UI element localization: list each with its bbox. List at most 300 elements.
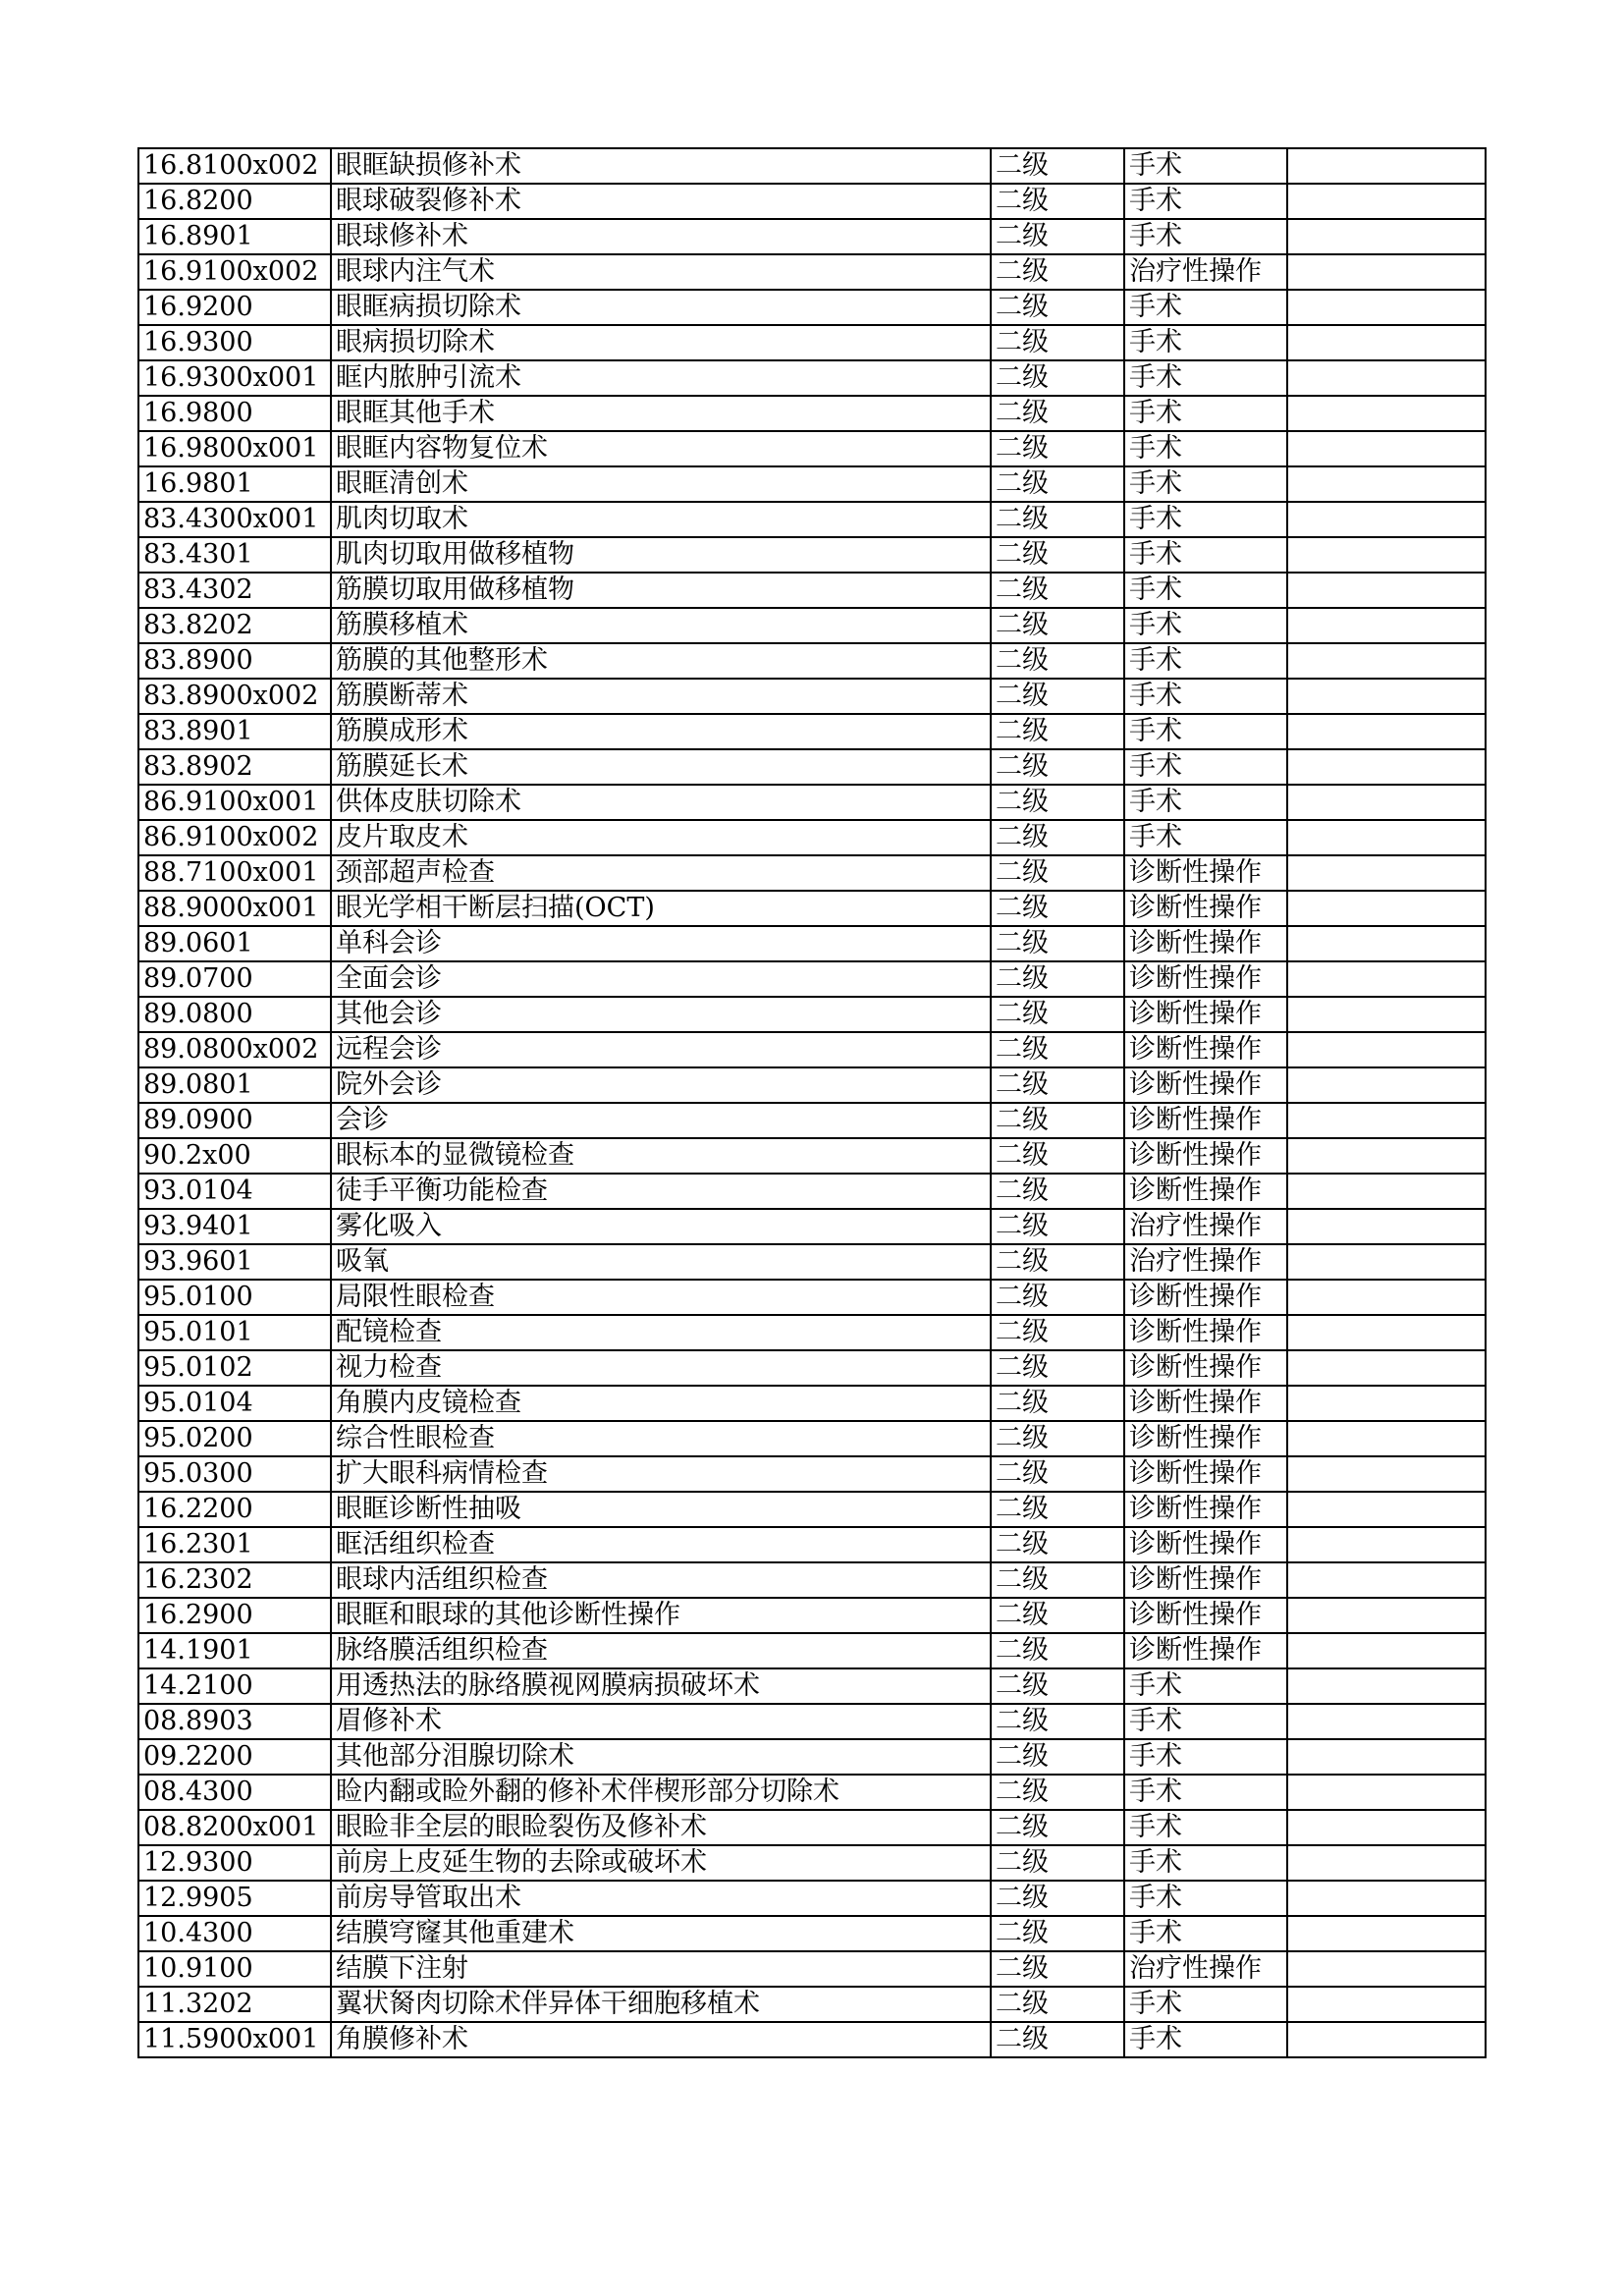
note-cell bbox=[1287, 1668, 1486, 1704]
table-row bbox=[138, 537, 1486, 573]
procedure-code-cell: 83.8902 bbox=[138, 749, 331, 785]
procedure-type-cell: 诊断性操作 bbox=[1124, 1421, 1287, 1456]
procedure-code-cell: 08.8903 bbox=[138, 1704, 331, 1739]
note-cell bbox=[1287, 396, 1486, 431]
procedure-name-cell: 眼眶内容物复位术 bbox=[331, 431, 991, 466]
note-cell bbox=[1287, 1633, 1486, 1668]
procedure-name-cell: 颈部超声检查 bbox=[331, 855, 991, 891]
procedure-name-cell: 供体皮肤切除术 bbox=[331, 785, 991, 820]
procedure-name-cell: 眶活组织检查 bbox=[331, 1527, 991, 1562]
note-cell bbox=[1287, 254, 1486, 290]
procedure-type-cell: 诊断性操作 bbox=[1124, 926, 1287, 961]
procedure-type-cell: 诊断性操作 bbox=[1124, 1527, 1287, 1562]
table-row bbox=[138, 1633, 1486, 1668]
table-row bbox=[138, 290, 1486, 325]
procedure-name-cell: 角膜修补术 bbox=[331, 2022, 991, 2057]
note-cell bbox=[1287, 1456, 1486, 1492]
table-row bbox=[138, 1668, 1486, 1704]
procedure-grade-cell: 二级 bbox=[991, 1103, 1124, 1138]
procedure-name-cell: 眼球内活组织检查 bbox=[331, 1562, 991, 1598]
table-row bbox=[138, 891, 1486, 926]
table-row bbox=[138, 1350, 1486, 1386]
procedure-type-cell: 治疗性操作 bbox=[1124, 1209, 1287, 1244]
procedure-type-cell: 诊断性操作 bbox=[1124, 1067, 1287, 1103]
procedure-type-cell: 手术 bbox=[1124, 1775, 1287, 1810]
note-cell bbox=[1287, 148, 1486, 184]
note-cell bbox=[1287, 360, 1486, 396]
procedure-grade-cell: 二级 bbox=[991, 1421, 1124, 1456]
procedure-name-cell: 眼眶缺损修补术 bbox=[331, 148, 991, 184]
procedure-code-cell: 16.9801 bbox=[138, 466, 331, 502]
table-row bbox=[138, 184, 1486, 219]
procedure-type-cell: 手术 bbox=[1124, 1916, 1287, 1951]
table-row bbox=[138, 2022, 1486, 2057]
procedure-name-cell: 眼光学相干断层扫描(OCT) bbox=[331, 891, 991, 926]
procedure-code-cell: 95.0104 bbox=[138, 1386, 331, 1421]
procedure-code-cell: 08.4300 bbox=[138, 1775, 331, 1810]
table-row bbox=[138, 573, 1486, 608]
procedure-type-cell: 手术 bbox=[1124, 360, 1287, 396]
note-cell bbox=[1287, 1704, 1486, 1739]
procedure-type-cell: 治疗性操作 bbox=[1124, 254, 1287, 290]
procedure-grade-cell: 二级 bbox=[991, 891, 1124, 926]
procedure-grade-cell: 二级 bbox=[991, 1138, 1124, 1174]
table-row bbox=[138, 1456, 1486, 1492]
table-row bbox=[138, 679, 1486, 714]
table-row bbox=[138, 1598, 1486, 1633]
table-row bbox=[138, 1951, 1486, 1987]
table-row bbox=[138, 1775, 1486, 1810]
procedure-type-cell: 诊断性操作 bbox=[1124, 855, 1287, 891]
procedure-grade-cell: 二级 bbox=[991, 1386, 1124, 1421]
table-row bbox=[138, 1704, 1486, 1739]
procedure-grade-cell: 二级 bbox=[991, 1456, 1124, 1492]
table-row bbox=[138, 1032, 1486, 1067]
table-row bbox=[138, 1845, 1486, 1881]
procedure-type-cell: 诊断性操作 bbox=[1124, 1633, 1287, 1668]
procedure-grade-cell: 二级 bbox=[991, 643, 1124, 679]
procedure-grade-cell: 二级 bbox=[991, 1209, 1124, 1244]
procedure-code-cell: 08.8200x001 bbox=[138, 1810, 331, 1845]
procedure-grade-cell: 二级 bbox=[991, 855, 1124, 891]
procedure-type-cell: 手术 bbox=[1124, 431, 1287, 466]
procedure-name-cell: 雾化吸入 bbox=[331, 1209, 991, 1244]
procedure-code-cell: 95.0200 bbox=[138, 1421, 331, 1456]
table-row bbox=[138, 325, 1486, 360]
table-row bbox=[138, 254, 1486, 290]
note-cell bbox=[1287, 1315, 1486, 1350]
procedure-code-cell: 16.9200 bbox=[138, 290, 331, 325]
note-cell bbox=[1287, 325, 1486, 360]
procedure-type-cell: 手术 bbox=[1124, 325, 1287, 360]
table-row bbox=[138, 431, 1486, 466]
procedure-type-cell: 手术 bbox=[1124, 1845, 1287, 1881]
table-row bbox=[138, 1421, 1486, 1456]
procedure-type-cell: 手术 bbox=[1124, 290, 1287, 325]
procedure-code-cell: 11.3202 bbox=[138, 1987, 331, 2022]
procedure-name-cell: 眼病损切除术 bbox=[331, 325, 991, 360]
procedure-code-cell: 16.8901 bbox=[138, 219, 331, 254]
procedure-name-cell: 其他部分泪腺切除术 bbox=[331, 1739, 991, 1775]
procedure-grade-cell: 二级 bbox=[991, 148, 1124, 184]
procedure-grade-cell: 二级 bbox=[991, 961, 1124, 997]
procedure-type-cell: 手术 bbox=[1124, 148, 1287, 184]
table-row bbox=[138, 1527, 1486, 1562]
procedure-code-cell: 16.9300 bbox=[138, 325, 331, 360]
procedure-grade-cell: 二级 bbox=[991, 290, 1124, 325]
table-row bbox=[138, 1315, 1486, 1350]
table-row bbox=[138, 396, 1486, 431]
note-cell bbox=[1287, 1386, 1486, 1421]
procedure-grade-cell: 二级 bbox=[991, 360, 1124, 396]
table-row bbox=[138, 360, 1486, 396]
procedure-grade-cell: 二级 bbox=[991, 1598, 1124, 1633]
procedure-name-cell: 综合性眼检查 bbox=[331, 1421, 991, 1456]
procedure-type-cell: 手术 bbox=[1124, 502, 1287, 537]
procedure-grade-cell: 二级 bbox=[991, 466, 1124, 502]
procedure-code-cell: 10.4300 bbox=[138, 1916, 331, 1951]
note-cell bbox=[1287, 1951, 1486, 1987]
procedure-type-cell: 手术 bbox=[1124, 1739, 1287, 1775]
procedure-type-cell: 手术 bbox=[1124, 679, 1287, 714]
procedure-grade-cell: 二级 bbox=[991, 1845, 1124, 1881]
procedure-name-cell: 翼状胬肉切除术伴异体干细胞移植术 bbox=[331, 1987, 991, 2022]
procedure-type-cell: 手术 bbox=[1124, 396, 1287, 431]
note-cell bbox=[1287, 290, 1486, 325]
procedure-name-cell: 其他会诊 bbox=[331, 997, 991, 1032]
procedure-name-cell: 睑内翻或睑外翻的修补术伴楔形部分切除术 bbox=[331, 1775, 991, 1810]
procedure-grade-cell: 二级 bbox=[991, 1810, 1124, 1845]
note-cell bbox=[1287, 1775, 1486, 1810]
note-cell bbox=[1287, 502, 1486, 537]
note-cell bbox=[1287, 1209, 1486, 1244]
procedure-name-cell: 吸氧 bbox=[331, 1244, 991, 1280]
procedure-type-cell: 诊断性操作 bbox=[1124, 1280, 1287, 1315]
procedure-type-cell: 手术 bbox=[1124, 1668, 1287, 1704]
note-cell bbox=[1287, 466, 1486, 502]
table-row bbox=[138, 1386, 1486, 1421]
procedure-code-cell: 95.0300 bbox=[138, 1456, 331, 1492]
procedure-code-cell: 83.4302 bbox=[138, 573, 331, 608]
note-cell bbox=[1287, 785, 1486, 820]
procedure-code-cell: 16.8100x002 bbox=[138, 148, 331, 184]
procedure-code-cell: 89.0800 bbox=[138, 997, 331, 1032]
procedure-grade-cell: 二级 bbox=[991, 573, 1124, 608]
procedure-name-cell: 筋膜断蒂术 bbox=[331, 679, 991, 714]
procedure-name-cell: 结膜下注射 bbox=[331, 1951, 991, 1987]
procedure-grade-cell: 二级 bbox=[991, 1527, 1124, 1562]
procedure-type-cell: 诊断性操作 bbox=[1124, 1562, 1287, 1598]
procedure-code-cell: 11.5900x001 bbox=[138, 2022, 331, 2057]
procedure-name-cell: 皮片取皮术 bbox=[331, 820, 991, 855]
procedure-grade-cell: 二级 bbox=[991, 219, 1124, 254]
table-row bbox=[138, 1810, 1486, 1845]
procedure-name-cell: 眼眶和眼球的其他诊断性操作 bbox=[331, 1598, 991, 1633]
procedure-grade-cell: 二级 bbox=[991, 714, 1124, 749]
procedure-type-cell: 诊断性操作 bbox=[1124, 961, 1287, 997]
table-row bbox=[138, 1492, 1486, 1527]
procedure-code-cell: 16.9800x001 bbox=[138, 431, 331, 466]
procedure-grade-cell: 二级 bbox=[991, 325, 1124, 360]
procedure-code-cell: 86.9100x001 bbox=[138, 785, 331, 820]
note-cell bbox=[1287, 573, 1486, 608]
procedure-grade-cell: 二级 bbox=[991, 537, 1124, 573]
procedure-code-cell: 89.0801 bbox=[138, 1067, 331, 1103]
table-row bbox=[138, 1244, 1486, 1280]
note-cell bbox=[1287, 1527, 1486, 1562]
procedure-table bbox=[137, 147, 1487, 2058]
procedure-grade-cell: 二级 bbox=[991, 1916, 1124, 1951]
procedure-grade-cell: 二级 bbox=[991, 1562, 1124, 1598]
procedure-code-cell: 83.8901 bbox=[138, 714, 331, 749]
procedure-code-cell: 83.4300x001 bbox=[138, 502, 331, 537]
procedure-name-cell: 院外会诊 bbox=[331, 1067, 991, 1103]
procedure-type-cell: 诊断性操作 bbox=[1124, 1103, 1287, 1138]
table-row bbox=[138, 1174, 1486, 1209]
note-cell bbox=[1287, 608, 1486, 643]
procedure-type-cell: 诊断性操作 bbox=[1124, 1492, 1287, 1527]
procedure-code-cell: 86.9100x002 bbox=[138, 820, 331, 855]
procedure-code-cell: 16.8200 bbox=[138, 184, 331, 219]
procedure-name-cell: 局限性眼检查 bbox=[331, 1280, 991, 1315]
note-cell bbox=[1287, 1810, 1486, 1845]
procedure-type-cell: 手术 bbox=[1124, 2022, 1287, 2057]
note-cell bbox=[1287, 1138, 1486, 1174]
procedure-name-cell: 前房上皮延生物的去除或破坏术 bbox=[331, 1845, 991, 1881]
procedure-type-cell: 诊断性操作 bbox=[1124, 1315, 1287, 1350]
procedure-type-cell: 手术 bbox=[1124, 820, 1287, 855]
table-row bbox=[138, 1562, 1486, 1598]
table-row bbox=[138, 219, 1486, 254]
note-cell bbox=[1287, 1421, 1486, 1456]
procedure-grade-cell: 二级 bbox=[991, 679, 1124, 714]
table-row bbox=[138, 466, 1486, 502]
note-cell bbox=[1287, 1598, 1486, 1633]
procedure-type-cell: 手术 bbox=[1124, 1987, 1287, 2022]
procedure-code-cell: 10.9100 bbox=[138, 1951, 331, 1987]
procedure-code-cell: 93.9401 bbox=[138, 1209, 331, 1244]
procedure-type-cell: 手术 bbox=[1124, 785, 1287, 820]
procedure-type-cell: 手术 bbox=[1124, 608, 1287, 643]
procedure-type-cell: 诊断性操作 bbox=[1124, 997, 1287, 1032]
note-cell bbox=[1287, 1916, 1486, 1951]
procedure-grade-cell: 二级 bbox=[991, 1633, 1124, 1668]
table-row bbox=[138, 1987, 1486, 2022]
note-cell bbox=[1287, 891, 1486, 926]
procedure-name-cell: 眼睑非全层的眼睑裂伤及修补术 bbox=[331, 1810, 991, 1845]
note-cell bbox=[1287, 1562, 1486, 1598]
procedure-grade-cell: 二级 bbox=[991, 608, 1124, 643]
procedure-code-cell: 16.2301 bbox=[138, 1527, 331, 1562]
procedure-grade-cell: 二级 bbox=[991, 1067, 1124, 1103]
procedure-code-cell: 16.9300x001 bbox=[138, 360, 331, 396]
procedure-name-cell: 远程会诊 bbox=[331, 1032, 991, 1067]
procedure-grade-cell: 二级 bbox=[991, 1775, 1124, 1810]
procedure-name-cell: 眼眶病损切除术 bbox=[331, 290, 991, 325]
procedure-type-cell: 手术 bbox=[1124, 537, 1287, 573]
procedure-type-cell: 手术 bbox=[1124, 714, 1287, 749]
note-cell bbox=[1287, 679, 1486, 714]
procedure-type-cell: 治疗性操作 bbox=[1124, 1951, 1287, 1987]
procedure-grade-cell: 二级 bbox=[991, 1668, 1124, 1704]
procedure-code-cell: 83.8202 bbox=[138, 608, 331, 643]
note-cell bbox=[1287, 1032, 1486, 1067]
procedure-type-cell: 手术 bbox=[1124, 184, 1287, 219]
procedure-grade-cell: 二级 bbox=[991, 1280, 1124, 1315]
note-cell bbox=[1287, 643, 1486, 679]
note-cell bbox=[1287, 855, 1486, 891]
procedure-name-cell: 眼标本的显微镜检查 bbox=[331, 1138, 991, 1174]
note-cell bbox=[1287, 1845, 1486, 1881]
note-cell bbox=[1287, 1739, 1486, 1775]
table-row bbox=[138, 1103, 1486, 1138]
table-row bbox=[138, 1881, 1486, 1916]
procedure-name-cell: 角膜内皮镜检查 bbox=[331, 1386, 991, 1421]
table-row bbox=[138, 1280, 1486, 1315]
procedure-code-cell: 89.0800x002 bbox=[138, 1032, 331, 1067]
procedure-code-cell: 89.0601 bbox=[138, 926, 331, 961]
note-cell bbox=[1287, 1350, 1486, 1386]
procedure-grade-cell: 二级 bbox=[991, 1987, 1124, 2022]
procedure-code-cell: 14.1901 bbox=[138, 1633, 331, 1668]
note-cell bbox=[1287, 1244, 1486, 1280]
note-cell bbox=[1287, 1103, 1486, 1138]
procedure-type-cell: 诊断性操作 bbox=[1124, 1174, 1287, 1209]
procedure-name-cell: 眼球破裂修补术 bbox=[331, 184, 991, 219]
procedure-grade-cell: 二级 bbox=[991, 396, 1124, 431]
procedure-type-cell: 诊断性操作 bbox=[1124, 1598, 1287, 1633]
procedure-code-cell: 12.9300 bbox=[138, 1845, 331, 1881]
procedure-grade-cell: 二级 bbox=[991, 749, 1124, 785]
table-row bbox=[138, 1739, 1486, 1775]
note-cell bbox=[1287, 2022, 1486, 2057]
table-row bbox=[138, 1209, 1486, 1244]
procedure-name-cell: 单科会诊 bbox=[331, 926, 991, 961]
note-cell bbox=[1287, 1280, 1486, 1315]
note-cell bbox=[1287, 184, 1486, 219]
procedure-type-cell: 手术 bbox=[1124, 466, 1287, 502]
procedure-name-cell: 前房导管取出术 bbox=[331, 1881, 991, 1916]
procedure-grade-cell: 二级 bbox=[991, 1032, 1124, 1067]
procedure-code-cell: 95.0102 bbox=[138, 1350, 331, 1386]
note-cell bbox=[1287, 997, 1486, 1032]
procedure-grade-cell: 二级 bbox=[991, 184, 1124, 219]
note-cell bbox=[1287, 537, 1486, 573]
procedure-code-cell: 14.2100 bbox=[138, 1668, 331, 1704]
procedure-code-cell: 88.9000x001 bbox=[138, 891, 331, 926]
procedure-code-cell: 83.8900x002 bbox=[138, 679, 331, 714]
procedure-code-cell: 93.9601 bbox=[138, 1244, 331, 1280]
procedure-name-cell: 眼眶诊断性抽吸 bbox=[331, 1492, 991, 1527]
table-row bbox=[138, 749, 1486, 785]
procedure-name-cell: 眉修补术 bbox=[331, 1704, 991, 1739]
procedure-name-cell: 肌肉切取用做移植物 bbox=[331, 537, 991, 573]
procedure-grade-cell: 二级 bbox=[991, 1244, 1124, 1280]
procedure-grade-cell: 二级 bbox=[991, 926, 1124, 961]
procedure-name-cell: 眼眶其他手术 bbox=[331, 396, 991, 431]
procedure-type-cell: 手术 bbox=[1124, 573, 1287, 608]
procedure-code-cell: 95.0100 bbox=[138, 1280, 331, 1315]
procedure-name-cell: 扩大眼科病情检查 bbox=[331, 1456, 991, 1492]
note-cell bbox=[1287, 926, 1486, 961]
procedure-grade-cell: 二级 bbox=[991, 502, 1124, 537]
procedure-type-cell: 诊断性操作 bbox=[1124, 1386, 1287, 1421]
procedure-code-cell: 09.2200 bbox=[138, 1739, 331, 1775]
note-cell bbox=[1287, 431, 1486, 466]
procedure-type-cell: 诊断性操作 bbox=[1124, 1138, 1287, 1174]
procedure-grade-cell: 二级 bbox=[991, 431, 1124, 466]
procedure-grade-cell: 二级 bbox=[991, 2022, 1124, 2057]
procedure-code-cell: 88.7100x001 bbox=[138, 855, 331, 891]
procedure-name-cell: 会诊 bbox=[331, 1103, 991, 1138]
table-row bbox=[138, 1138, 1486, 1174]
procedure-code-cell: 16.2302 bbox=[138, 1562, 331, 1598]
procedure-code-cell: 83.8900 bbox=[138, 643, 331, 679]
procedure-type-cell: 诊断性操作 bbox=[1124, 1456, 1287, 1492]
procedure-name-cell: 筋膜切取用做移植物 bbox=[331, 573, 991, 608]
note-cell bbox=[1287, 1881, 1486, 1916]
procedure-grade-cell: 二级 bbox=[991, 1881, 1124, 1916]
procedure-code-cell: 95.0101 bbox=[138, 1315, 331, 1350]
procedure-code-cell: 16.2900 bbox=[138, 1598, 331, 1633]
procedure-type-cell: 治疗性操作 bbox=[1124, 1244, 1287, 1280]
table-row bbox=[138, 926, 1486, 961]
table-row bbox=[138, 997, 1486, 1032]
procedure-name-cell: 眼球内注气术 bbox=[331, 254, 991, 290]
table-row bbox=[138, 643, 1486, 679]
procedure-name-cell: 筋膜移植术 bbox=[331, 608, 991, 643]
table-row bbox=[138, 1916, 1486, 1951]
procedure-name-cell: 筋膜的其他整形术 bbox=[331, 643, 991, 679]
note-cell bbox=[1287, 961, 1486, 997]
procedure-code-cell: 16.9800 bbox=[138, 396, 331, 431]
procedure-grade-cell: 二级 bbox=[991, 1492, 1124, 1527]
procedure-name-cell: 筋膜延长术 bbox=[331, 749, 991, 785]
procedure-grade-cell: 二级 bbox=[991, 254, 1124, 290]
procedure-type-cell: 手术 bbox=[1124, 749, 1287, 785]
table-row bbox=[138, 1067, 1486, 1103]
procedure-name-cell: 肌肉切取术 bbox=[331, 502, 991, 537]
table-row bbox=[138, 148, 1486, 184]
note-cell bbox=[1287, 749, 1486, 785]
procedure-type-cell: 手术 bbox=[1124, 1881, 1287, 1916]
procedure-grade-cell: 二级 bbox=[991, 1315, 1124, 1350]
note-cell bbox=[1287, 1987, 1486, 2022]
procedure-name-cell: 结膜穹窿其他重建术 bbox=[331, 1916, 991, 1951]
procedure-name-cell: 筋膜成形术 bbox=[331, 714, 991, 749]
procedure-type-cell: 手术 bbox=[1124, 1704, 1287, 1739]
procedure-grade-cell: 二级 bbox=[991, 1739, 1124, 1775]
table-row bbox=[138, 785, 1486, 820]
table-row bbox=[138, 608, 1486, 643]
procedure-code-cell: 89.0900 bbox=[138, 1103, 331, 1138]
procedure-name-cell: 脉络膜活组织检查 bbox=[331, 1633, 991, 1668]
table-row bbox=[138, 855, 1486, 891]
procedure-code-cell: 12.9905 bbox=[138, 1881, 331, 1916]
procedure-grade-cell: 二级 bbox=[991, 1350, 1124, 1386]
procedure-code-cell: 90.2x00 bbox=[138, 1138, 331, 1174]
procedure-name-cell: 配镜检查 bbox=[331, 1315, 991, 1350]
procedure-name-cell: 全面会诊 bbox=[331, 961, 991, 997]
table-row bbox=[138, 502, 1486, 537]
note-cell bbox=[1287, 820, 1486, 855]
procedure-grade-cell: 二级 bbox=[991, 820, 1124, 855]
note-cell bbox=[1287, 1067, 1486, 1103]
procedure-grade-cell: 二级 bbox=[991, 997, 1124, 1032]
procedure-name-cell: 视力检查 bbox=[331, 1350, 991, 1386]
procedure-grade-cell: 二级 bbox=[991, 1704, 1124, 1739]
table-row bbox=[138, 820, 1486, 855]
